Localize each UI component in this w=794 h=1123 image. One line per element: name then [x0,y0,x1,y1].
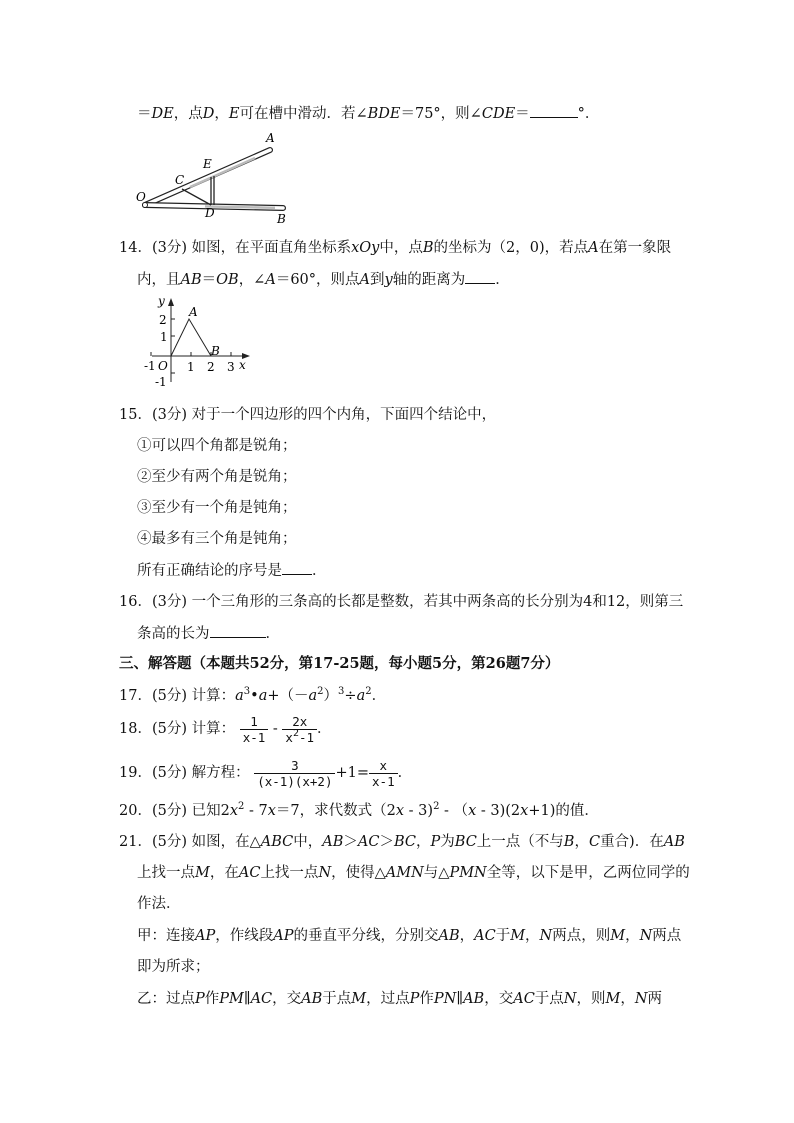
text: A [265,272,276,288]
text: D [202,106,215,122]
math-symbol: BC [393,834,416,850]
text: ，作线段 [215,928,274,944]
text: x [267,803,276,819]
math-symbol: B [563,834,575,850]
text: A [359,272,371,288]
text: 所有正确结论的序号是 [137,563,282,579]
label-a: A [189,305,198,319]
tick-label-2: 2 [159,313,167,327]
math-symbol: M [510,928,526,944]
denominator: (x-1)(x+2) [257,773,333,789]
q16-line-1 [119,592,683,612]
math-symbol: AB [301,991,323,1007]
text: AB [180,272,202,288]
text: 在第一象限 [598,240,672,256]
text: CDE [481,106,516,122]
fraction-1 [254,758,335,789]
answer-blank[interactable] [282,560,312,575]
math-symbol: ABC [260,834,294,850]
text: xOy [351,240,380,256]
label-d: D [205,206,215,220]
text: ． [312,563,327,579]
text: ，交 [272,991,302,1007]
answer-blank[interactable] [465,269,495,284]
q15-item-4 [137,529,297,549]
text: ，交 [484,991,514,1007]
text: 重合)．在 [600,834,664,850]
text: +1)的值． [528,803,599,819]
text: - 7 [244,803,268,819]
text: ，过点 [366,991,410,1007]
math-symbol: M [351,991,367,1007]
math-symbol: PN [433,991,457,1007]
text: ①可以四个角都是锐角； [137,438,297,454]
math-symbol: AC [238,865,261,881]
text: ＝60°，则点 [275,272,360,288]
text: +1= [335,765,370,781]
fraction-1 [240,714,269,745]
text: 18．(5分) 计算： [119,721,236,737]
text: 16．(3分) 一个三角形的三条高的长都是整数，若其中两条高的长分别为4和12，则第三 [119,594,684,610]
bar-cd [182,189,211,205]
q17 [119,686,386,706]
math-symbol: AC [357,834,380,850]
text: 甲：连接 [137,928,195,944]
text: a [356,688,366,704]
tick-label-1: 1 [160,330,168,344]
text: ②至少有两个角是锐角； [137,469,297,485]
text: 可在槽中滑动．若∠ [239,106,368,122]
math-symbol: C [588,834,601,850]
math-symbol: PMN [449,865,487,881]
tick-label-neg1-y: -1 [155,375,167,389]
q15-item-1 [137,436,297,456]
text: 作 [419,991,434,1007]
math-symbol: AB [322,834,344,850]
text: 内，且 [137,272,181,288]
text: ＝75°，则∠ [400,106,482,122]
text: - 3) [404,803,434,819]
q21-line-1 [119,832,685,852]
text: +（－ [267,688,309,704]
label-b: B [211,344,220,358]
text: ，则 [576,991,606,1007]
text: ，在 [209,865,239,881]
label-o: O [158,359,168,373]
math-symbol: N [634,991,648,1007]
text: ． [371,688,387,704]
q14-line-2 [137,269,510,290]
text: 3 [243,686,251,697]
text: 轴的距离为 [392,272,466,288]
math-symbol: AP [195,928,216,944]
text: ） [323,688,339,704]
answer-blank[interactable] [210,623,266,638]
text: ＞ [379,834,394,850]
text: ， [574,834,589,850]
answer-blank[interactable] [530,103,578,118]
text: 于 [495,928,511,944]
text: -1 [298,729,315,745]
text: 17．(5分) 计算： [119,688,236,704]
math-symbol: N [639,928,653,944]
text: ， [620,991,635,1007]
q15-item-3 [137,498,297,518]
tick-label-x3: 3 [227,360,235,374]
q13-tail-line [137,103,599,124]
math-symbol: AC [513,991,535,1007]
text: 21．(5分) 如图，在△ [119,834,261,850]
q19 [119,757,412,789]
text: 上找一点 [260,865,319,881]
text: a [235,688,244,704]
label-x: x [239,358,246,372]
math-symbol: N [539,928,553,944]
numerator: 1 [240,714,269,730]
q21-line-6 [137,989,662,1009]
q18 [119,713,332,745]
text: a [258,688,268,704]
tick-label-x2: 2 [207,360,215,374]
q21-line-2 [137,863,690,883]
text: ＝ [201,272,217,288]
text: 两点 [652,928,682,944]
text: A [588,240,599,256]
text: ④最多有三个角是钝角； [137,531,297,547]
q21-line-4 [137,926,681,946]
text: 两点，则 [552,928,611,944]
text: 的垂直平分线，分别交 [293,928,439,944]
text: E [228,106,240,122]
denominator: x-1 [242,729,266,745]
text: B [422,240,434,256]
text: 即为所求； [137,959,210,975]
text: 上找一点 [137,865,195,881]
text: ③至少有一个角是钝角； [137,500,297,516]
text: - （ [439,803,469,819]
q15-item-2 [137,467,297,487]
text: ∥ [243,991,251,1007]
text: 20．(5分) 已知2 [119,803,230,819]
text: y [384,272,393,288]
text: 2 [317,686,324,697]
fraction-2 [282,714,317,745]
text: ，点 [173,106,203,122]
q21-line-5 [137,957,210,977]
numerator: 3 [254,758,335,774]
triangle-oab [171,319,211,356]
numerator: x [369,758,398,774]
text: 于点 [322,991,352,1007]
text: 2 [433,801,440,812]
text: 3 [338,686,345,697]
text: ， [459,928,475,944]
math-symbol: N [318,865,332,881]
text: ，使得△ [331,865,386,881]
text: ＝ [137,106,152,122]
math-symbol: M [605,991,621,1007]
text: ＞ [343,834,358,850]
text: 三、解答题（本题共52分，第17-25题，每小题5分，第26题7分） [119,655,560,672]
text: 中，点 [379,240,423,256]
text: a [308,688,318,704]
text: ∥ [456,991,464,1007]
math-symbol: AMN [385,865,424,881]
text: ， [214,106,229,122]
text: °． [577,106,600,122]
label-y: y [158,294,165,308]
text: x [468,803,477,819]
fraction-2 [369,758,398,789]
text: 作 [204,991,220,1007]
text: x [285,729,293,745]
math-symbol: M [195,865,210,881]
label-e: E [203,157,212,171]
math-symbol: PM [219,991,244,1007]
text: 2 [238,801,245,812]
denominator [282,727,317,745]
numerator: 2x [282,714,317,730]
text: BDE [367,106,401,122]
text: 2 [292,727,299,739]
label-o: O [136,190,146,204]
math-symbol: M [610,928,626,944]
q14-coordinate-figure [138,292,258,392]
text: ，∠ [238,272,266,288]
y-axis-arrow [168,298,174,306]
label-b: B [277,212,286,226]
text: ． [265,626,280,642]
text: ． [317,721,332,737]
tick-label-neg1-x: -1 [144,359,156,373]
q13-slide-figure [135,128,295,226]
text: x [395,803,405,819]
text: 两 [647,991,663,1007]
text: ． [397,765,413,781]
text: ＝ [515,106,530,122]
text: 作法． [137,896,181,912]
q14-line-1 [119,238,671,258]
text: 中， [293,834,323,850]
text: DE [151,106,174,122]
text: - 3)(2 [476,803,521,819]
q21-line-3 [137,894,181,914]
label-c: C [175,173,185,187]
text: 2 [365,686,372,697]
math-symbol: BC [454,834,477,850]
text: ÷ [344,688,357,704]
text: 的坐标为（2，0)，若点 [433,240,589,256]
text: x [520,803,529,819]
text: 条高的长为 [137,626,210,642]
tick-label-x1: 1 [187,360,195,374]
math-symbol: AP [273,928,294,944]
text: ＝7，求代数式（2 [275,803,396,819]
q15-stem [119,405,496,425]
text: ， [525,928,540,944]
text: x [229,803,239,819]
text: 与△ [423,865,450,881]
math-symbol: AB [438,928,460,944]
math-symbol: P [409,991,420,1007]
text: ， [625,928,640,944]
text: 19．(5分) 解方程： [119,765,250,781]
q16-line-2 [137,623,280,644]
text: 上一点（不与 [476,834,564,850]
text: 14．(3分) 如图，在平面直角坐标系 [119,240,352,256]
text: • [250,688,259,704]
text: - [268,721,283,737]
text: 乙：过点 [137,991,195,1007]
math-symbol: AB [663,834,685,850]
math-symbol: P [430,834,441,850]
math-symbol: AB [463,991,485,1007]
section-3-heading [119,654,559,674]
q20 [119,801,599,821]
text: ． [495,272,510,288]
label-a: A [266,131,275,145]
text: 于点 [534,991,564,1007]
denominator: x-1 [372,773,395,789]
text: 到 [370,272,385,288]
text: 15．(3分) 对于一个四边形的四个内角，下面四个结论中， [119,407,497,423]
math-symbol: P [195,991,205,1007]
text: 全等，以下是甲，乙两位同学的 [486,865,690,881]
math-symbol: AC [250,991,273,1007]
text: 为 [440,834,455,850]
text: OB [216,272,239,288]
q15-ask [137,560,327,581]
math-symbol: AC [474,928,496,944]
math-symbol: N [563,991,577,1007]
text: ， [416,834,431,850]
